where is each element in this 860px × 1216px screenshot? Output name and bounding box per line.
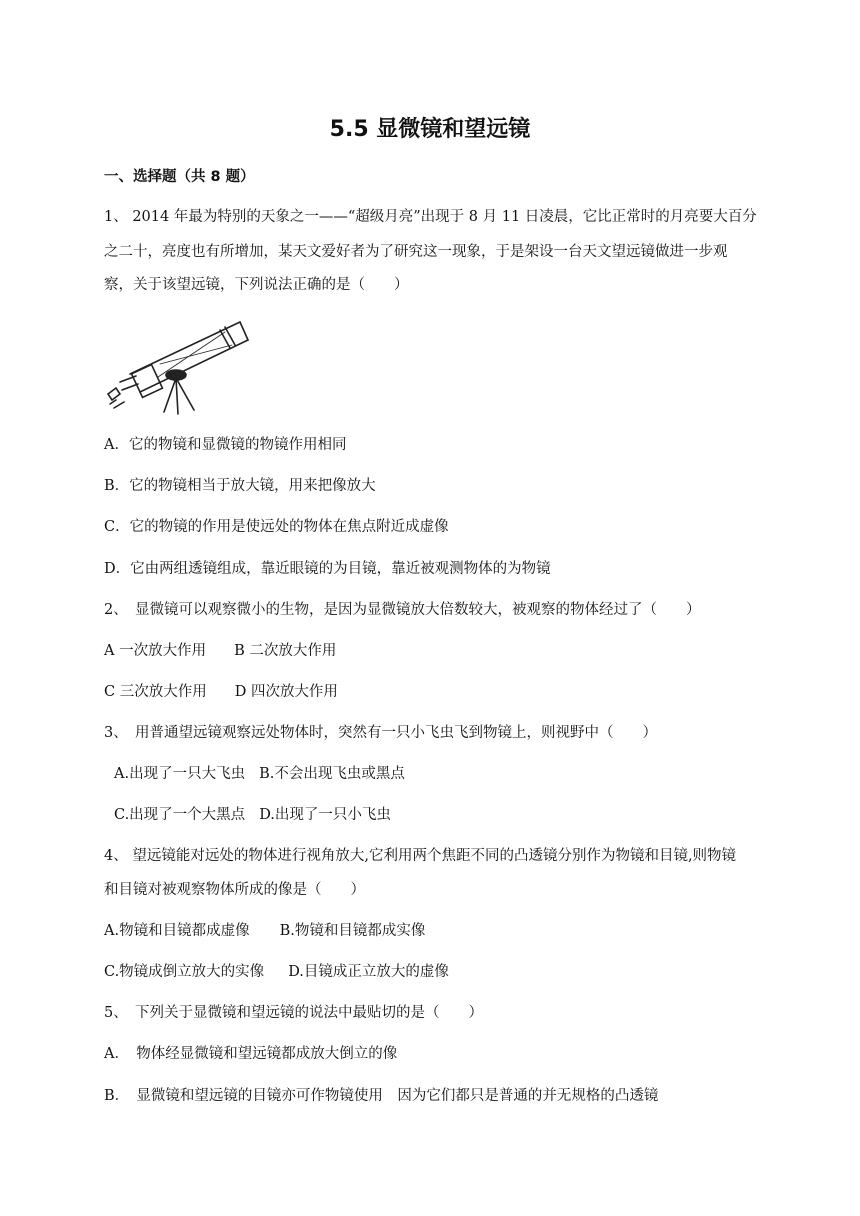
q5-stem: 5、 下列关于显微镜和望远镜的说法中最贴切的是（ ） (104, 1005, 483, 1021)
q2-stem: 2、 显微镜可以观察微小的生物，是因为显微镜放大倍数较大，被观察的物体经过了（ ） (104, 602, 701, 618)
q1-stem-line1: 1、 2014 年最为特别的天象之一——“超级月亮”出现于 8 月 11 日凌晨，它比正常时的月亮要大百分 (104, 209, 757, 225)
q4-option-b: B.物镜和目镜都成实像 (279, 923, 426, 939)
q1-stem-line3: 察，关于该望远镜，下列说法正确的是（ ） (104, 277, 409, 293)
q3-option-b: B.不会出现飞虫或黑点 (259, 766, 405, 782)
q3-option-d: D.出现了一只小飞虫 (259, 807, 391, 823)
q4-option-a: A.物镜和目镜都成虚像 (104, 923, 250, 939)
q2-option-a: A 一次放大作用 (104, 643, 207, 659)
q1-option-c: C．它的物镜的作用是使远处的物体在焦点附近成虚像 (104, 519, 449, 535)
q2-options-row1 (104, 639, 336, 660)
q4-option-c: C.物镜成倒立放大的实像 (104, 964, 265, 980)
q3-options-row2 (114, 803, 391, 824)
q4-option-d: D.目镜成正立放大的虚像 (288, 964, 449, 980)
page-title: 5.5 显微镜和望远镜 (329, 117, 531, 142)
q1-option-b: B．它的物镜相当于放大镜，用来把像放大 (104, 478, 376, 494)
q2-options-row2 (104, 680, 338, 701)
q3-stem: 3、 用普通望远镜观察远处物体时，突然有一只小飞虫飞到物镜上，则视野中（ ） (104, 725, 657, 741)
q2-option-d: D 四次放大作用 (234, 684, 338, 700)
q3-option-a: A.出现了一只大飞虫 (114, 766, 246, 782)
q2-option-c: C 三次放大作用 (104, 684, 207, 700)
q3-option-c: C.出现了一个大黑点 (114, 807, 246, 823)
q1-option-d: D．它由两组透镜组成，靠近眼镜的为目镜，靠近被观测物体的为物镜 (104, 561, 551, 577)
q4-stem-line2: 和目镜对被观察物体所成的像是（ ） (104, 882, 365, 898)
q4-options-row1 (104, 919, 425, 940)
q1-stem-line2: 之二十，亮度也有所增加，某天文爱好者为了研究这一现象，于是架设一台天文望远镜做进一步观 (104, 244, 728, 260)
q2-option-b: B 二次放大作用 (234, 643, 337, 659)
section-heading: 一、选择题（共 8 题） (104, 169, 255, 185)
q3-options-row1 (114, 762, 405, 783)
telescope-figure (100, 312, 260, 416)
q4-stem-line1: 4、 望远镜能对远处的物体进行视角放大,它利用两个焦距不同的凸透镜分别作为物镜和目镜,则物镜 (104, 848, 737, 864)
q4-options-row2 (104, 960, 449, 981)
q1-option-a: A．它的物镜和显微镜的物镜作用相同 (104, 437, 347, 453)
q5-option-a: A． 物体经显微镜和望远镜都成放大倒立的像 (104, 1046, 398, 1062)
q5-option-b: B． 显微镜和望远镜的目镜亦可作物镜使用 因为它们都只是普通的并无规格的凸透镜 (104, 1088, 659, 1104)
